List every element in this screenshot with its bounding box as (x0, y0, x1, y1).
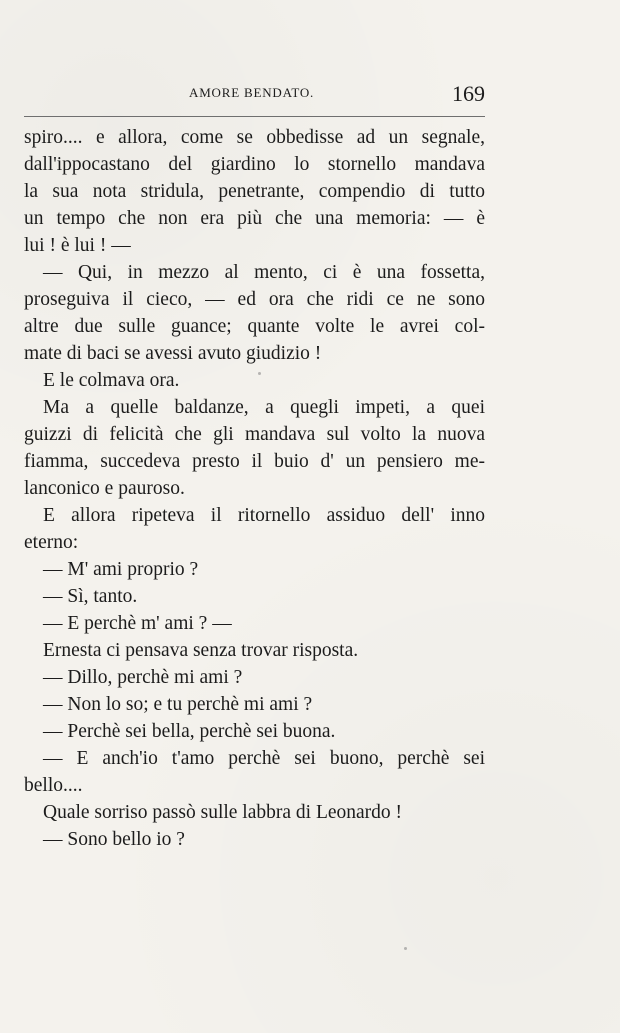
text-line: eterno: (24, 532, 79, 553)
text-line: la sua nota stridula, penetrante, compendio di tutto (24, 181, 485, 202)
text-line: guizzi di felicità che gli mandava sul volto la nuova (24, 424, 485, 445)
text-line: — Perchè sei bella, perchè sei buona. (43, 721, 336, 742)
paper-speck (258, 372, 261, 375)
text-line: — Sì, tanto. (43, 586, 138, 607)
text-line: fiamma, succedeva presto il buio d' un pensiero me- (24, 451, 485, 472)
text-line: proseguiva il cieco, — ed ora che ridi ce ne sono (24, 289, 485, 310)
text-line: — M' ami proprio ? (43, 559, 199, 580)
text-line: — Qui, in mezzo al mento, ci è una fossetta, (43, 262, 485, 283)
text-line: — Sono bello io ? (43, 829, 185, 850)
text-line: dall'ippocastano del giardino lo stornello mandava (24, 154, 485, 175)
text-line: E le colmava ora. (43, 370, 180, 391)
text-line: E allora ripeteva il ritornello assiduo dell' inno (43, 505, 485, 526)
text-line: — E perchè m' ami ? — (43, 613, 232, 634)
text-line: Quale sorriso passò sulle labbra di Leonardo ! (43, 802, 403, 823)
text-line: Ernesta ci pensava senza trovar risposta. (43, 640, 359, 661)
text-line: — Dillo, perchè mi ami ? (43, 667, 243, 688)
text-line: un tempo che non era più che una memoria: — è (24, 208, 485, 229)
text-line: mate di baci se avessi avuto giudizio ! (24, 343, 322, 364)
running-title: AMORE BENDATO. (189, 85, 315, 100)
header-rule (24, 116, 485, 117)
text-line: bello.... (24, 775, 83, 796)
text-line: spiro.... e allora, come se obbedisse ad un segnale, (24, 127, 485, 148)
page-header (24, 82, 485, 110)
text-line: altre due sulle guance; quante volte le avrei col- (24, 316, 485, 337)
text-line: — E anch'io t'amo perchè sei buono, perchè sei (43, 748, 485, 769)
paper-speck (404, 947, 407, 950)
page-number: 169 (452, 81, 485, 106)
page-body (24, 124, 485, 853)
text-line: — Non lo so; e tu perchè mi ami ? (43, 694, 313, 715)
text-line: Ma a quelle baldanze, a quegli impeti, a quei (43, 397, 485, 418)
text-line: lui ! è lui ! — (24, 235, 131, 256)
text-line: lanconico e pauroso. (24, 478, 185, 499)
